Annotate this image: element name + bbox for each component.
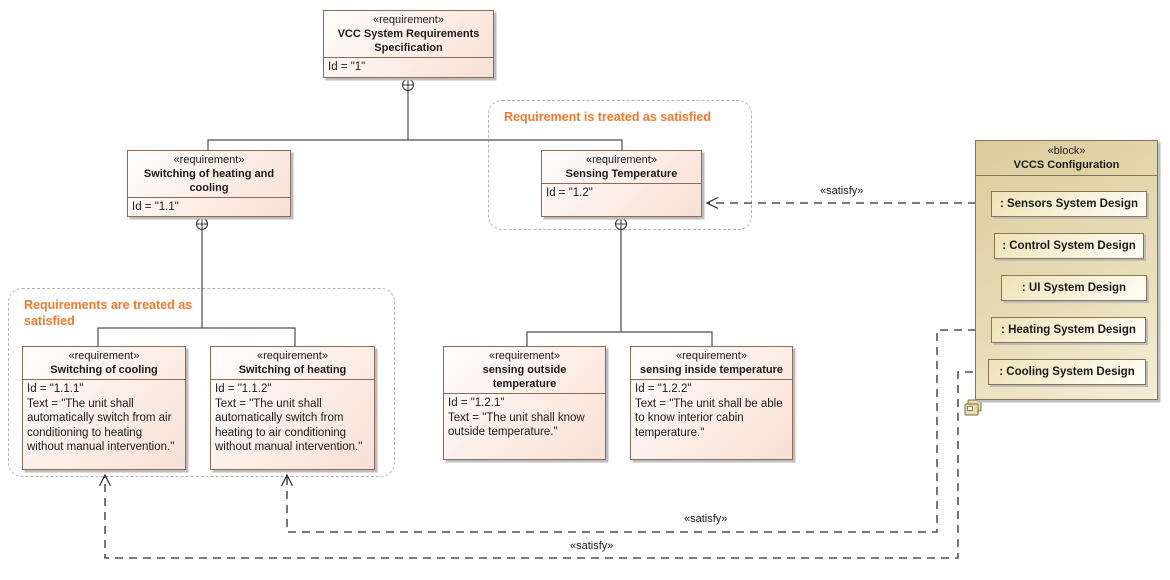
requirement-header [631,347,792,379]
requirement-text: Text = "The unit shall be able to know interior cabin temperature." [635,397,783,439]
requirement-id: Id = "1.2.2" [635,383,692,395]
stereotype-label: «requirement» [173,154,245,166]
requirement-header [211,347,374,379]
satisfy-label: «satisfy» [820,185,864,197]
requirement-name: VCC System Requirements Specification [337,28,480,54]
requirement-name: Switching of cooling [50,364,158,376]
requirement-attributes [23,379,185,469]
stereotype-label: «requirement» [373,14,444,26]
stereotype-label: «requirement» [676,350,747,362]
stereotype-label: «requirement» [257,350,328,362]
part-cooling-system-design[interactable]: : Cooling System Design [988,359,1146,385]
part-ui-system-design[interactable]: : UI System Design [1001,275,1147,301]
requirement-header [444,347,605,393]
requirement-id: Id = "1.2.1" [448,397,505,409]
requirement-name: sensing outside temperature [482,364,567,390]
annotation-text: Requirements are treated as satisfied [24,298,193,328]
requirement-text: Text = "The unit shall automatically switch from air conditioning to heating without manual intervention." [27,397,175,453]
containment-circle-plus-icon [197,219,208,230]
requirement-box-switching-of-heating[interactable] [210,346,375,470]
requirement-box-switching-heating-cooling[interactable] [127,150,291,217]
requirement-attributes [631,379,792,459]
requirement-attributes [211,379,374,469]
requirement-id: Id = "1.1" [132,201,179,213]
requirement-text: Text = "The unit shall automatically switch from heating to air conditioning without manual intervention." [215,397,363,453]
requirement-box-sensing-outside-temperature[interactable] [443,346,606,460]
part-heating-system-design[interactable]: : Heating System Design [991,317,1146,343]
part-control-system-design[interactable]: : Control System Design [994,233,1144,259]
requirement-box-sensing-temperature[interactable] [541,150,702,217]
requirement-attributes [128,197,290,217]
satisfy-label: «satisfy» [684,513,728,525]
block-vccs-configuration[interactable] [975,140,1158,400]
requirement-name: Switching of heating and cooling [143,168,275,194]
requirement-name: Sensing Temperature [565,168,678,180]
requirement-header [324,11,493,57]
containment-connector[interactable] [527,230,712,346]
block-header [976,141,1157,176]
requirement-header [23,347,185,379]
requirement-attributes [542,183,701,216]
requirement-attributes [444,393,605,459]
containment-circle-plus-icon [403,80,414,91]
requirement-box-vcc-system[interactable] [323,10,494,78]
stereotype-label: «requirement» [489,350,560,362]
satisfy-label: «satisfy» [570,540,614,552]
requirement-id: Id = "1.1.2" [215,383,272,395]
block-name: VCCS Configuration [1013,159,1120,171]
requirement-id: Id = "1" [328,61,366,73]
requirement-box-switching-of-cooling[interactable] [22,346,186,470]
requirement-text: Text = "The unit shall know outside temperature." [448,411,585,438]
requirement-id: Id = "1.2" [546,187,593,199]
requirement-id: Id = "1.1.1" [27,383,84,395]
part-sensors-system-design[interactable]: : Sensors System Design [991,191,1147,217]
requirement-name: sensing inside temperature [639,364,784,376]
stereotype-label: «block» [1047,145,1086,157]
stereotype-label: «requirement» [586,154,657,166]
requirement-header [128,151,290,197]
annotation-text: Requirement is treated as satisfied [504,110,712,124]
stereotype-label: «requirement» [68,350,140,362]
requirement-attributes [324,57,493,77]
requirement-name: Switching of heating [238,364,347,376]
requirement-box-sensing-inside-temperature[interactable] [630,346,793,460]
requirement-header [542,151,701,183]
structure-diagram-icon[interactable] [965,400,981,415]
